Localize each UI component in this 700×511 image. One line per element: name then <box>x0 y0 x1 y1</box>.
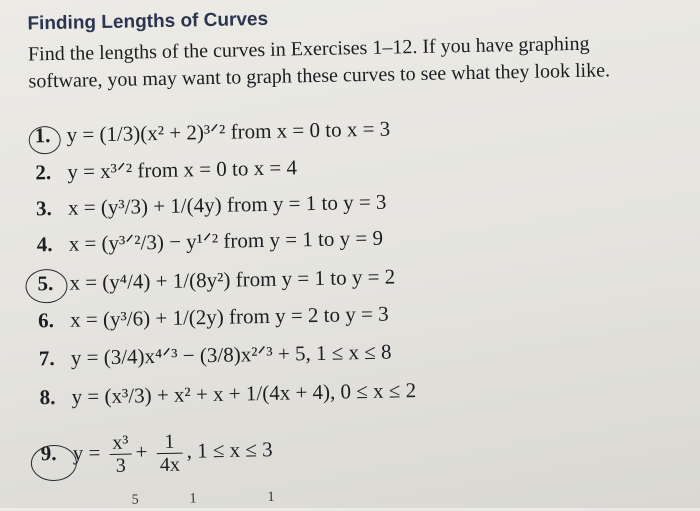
exercise-9 <box>40 429 273 478</box>
exercise-expression: x = (y³/6) + 1/(2y) from y = 2 to y = 3 <box>69 301 389 332</box>
exercise-2 <box>35 155 297 185</box>
exercise-5 <box>37 264 395 296</box>
exercise-4 <box>36 226 383 258</box>
fraction-denominator: 3 <box>115 454 127 477</box>
exercise-expression: y = (x³/3) + x² + x + 1/(4x + 4), 0 ≤ x ≤ 2 <box>71 378 417 409</box>
exercise-expression: x = (y³/3) + 1/(4y) from y = 1 to y = 3 <box>67 189 387 220</box>
cut-off-fragment: 1 <box>189 491 197 507</box>
exercise-expression: x = (y³ᐟ²/3) − y¹ᐟ² from y = 1 to y = 9 <box>68 225 384 256</box>
cut-off-fragment: 5 <box>131 492 139 508</box>
instructions-paragraph: Find the lengths of the curves in Exercises 1–12. If you have graphing software, you may want to graph these curves to see what they look like. <box>27 32 611 93</box>
exercise-number: 1. <box>34 123 51 148</box>
exercise-number: 4. <box>36 232 53 257</box>
plus-sign: + <box>135 439 148 464</box>
fraction-denominator: 4x <box>159 453 181 477</box>
exercise-expression: y = (3/4)x⁴ᐟ³ − (3/8)x²ᐟ³ + 5, 1 ≤ x ≤ 8 <box>70 339 392 370</box>
section-heading: Finding Lengths of Curves <box>27 8 269 35</box>
fraction-numerator: 1 <box>156 431 182 454</box>
exercise-number: 5. <box>37 271 54 296</box>
exercise-lhs: y = <box>72 440 101 465</box>
exercise-number: 2. <box>35 160 52 185</box>
exercise-range: , 1 ≤ x ≤ 3 <box>186 437 273 463</box>
exercise-number: 9. <box>40 441 57 466</box>
exercise-number: 6. <box>37 308 55 333</box>
exercise-number: 3. <box>35 196 52 221</box>
exercise-number: 8. <box>39 385 56 410</box>
cut-off-fragment: 1 <box>267 489 275 505</box>
exercise-8 <box>39 378 416 410</box>
exercise-6 <box>38 302 389 334</box>
fraction-x-cubed-over-3 <box>109 432 132 477</box>
exercise-1 <box>34 117 390 149</box>
exercise-3 <box>36 190 387 222</box>
exercise-expression: y = x³ᐟ² from x = 0 to x = 4 <box>67 155 298 184</box>
exercise-number: 7. <box>38 346 55 371</box>
exercise-7 <box>39 340 392 372</box>
fraction-numerator: x³ <box>109 432 131 455</box>
exercise-expression: y = (1/3)(x² + 2)³ᐟ² from x = 0 to x = 3 <box>66 116 391 147</box>
exercise-expression: x = (y⁴/4) + 1/(8y²) from y = 1 to y = 2 <box>69 264 396 295</box>
fraction-1-over-4x <box>156 431 183 476</box>
